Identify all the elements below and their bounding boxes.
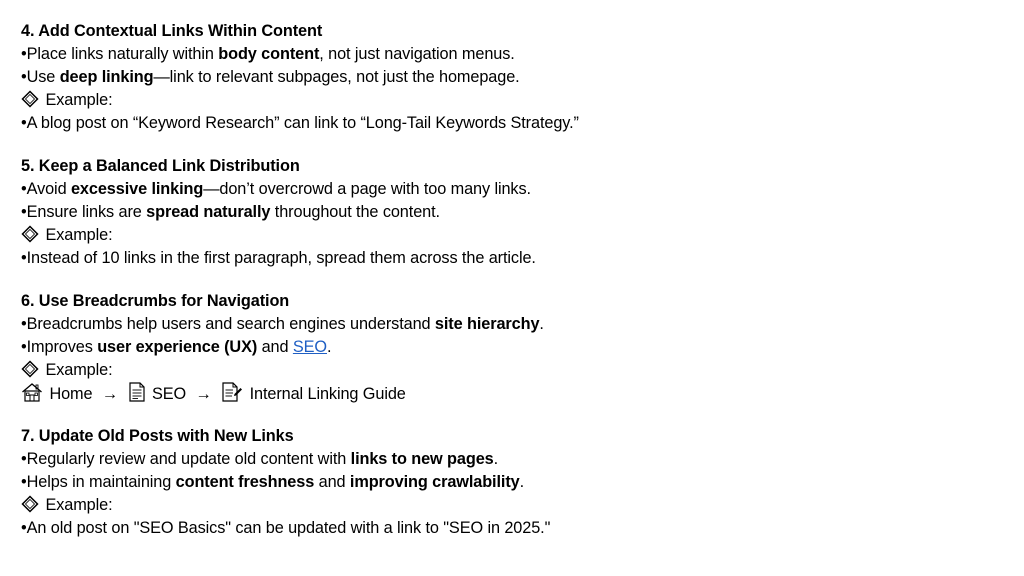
diamond-icon — [21, 90, 39, 108]
bullet-item: •Ensure links are spread naturally throughout the content. — [21, 203, 440, 221]
section-heading: 7. Update Old Posts with New Links — [21, 427, 294, 445]
example-text: •An old post on "SEO Basics" can be updated with a link to "SEO in 2025." — [21, 519, 551, 537]
house-icon — [21, 382, 43, 402]
bullet-item: •Use deep linking—link to relevant subpages, not just the homepage. — [21, 68, 520, 86]
section-balanced-distribution — [21, 155, 1001, 270]
bullet-item: •Place links naturally within body content, not just navigation menus. — [21, 45, 515, 63]
example-text: •A blog post on “Keyword Research” can link to “Long-Tail Keywords Strategy.” — [21, 114, 579, 132]
breadcrumb-item-guide[interactable]: Internal Linking Guide — [249, 385, 406, 403]
diamond-icon — [21, 495, 39, 513]
example-label: Example: — [45, 226, 113, 244]
example-label-row — [21, 359, 1001, 382]
diamond-icon — [21, 225, 39, 243]
bullet-item: •Regularly review and update old content with links to new pages. — [21, 450, 499, 468]
example-text: •Instead of 10 links in the first paragraph, spread them across the article. — [21, 249, 536, 267]
section-breadcrumbs — [21, 290, 1001, 405]
breadcrumb-separator: → — [101, 385, 119, 403]
seo-link[interactable]: SEO — [292, 338, 327, 356]
section-heading: 5. Keep a Balanced Link Distribution — [21, 157, 300, 175]
example-label-row — [21, 89, 1001, 112]
bullet-item: •Helps in maintaining content freshness and improving crawlability. — [21, 473, 525, 491]
breadcrumb-item-seo[interactable]: SEO — [151, 385, 187, 403]
section-heading: 4. Add Contextual Links Within Content — [21, 22, 323, 40]
example-label: Example: — [45, 361, 113, 379]
bullet-item: •Breadcrumbs help users and search engines understand site hierarchy. — [21, 315, 544, 333]
example-label-row — [21, 224, 1001, 247]
breadcrumb-item-home[interactable]: Home — [49, 385, 93, 403]
bullet-item: •Improves user experience (UX) and SEO. — [21, 338, 332, 356]
example-label: Example: — [45, 496, 113, 514]
section-contextual-links — [21, 20, 1001, 135]
section-heading: 6. Use Breadcrumbs for Navigation — [21, 292, 290, 310]
breadcrumb-separator: → — [195, 385, 212, 403]
diamond-icon — [21, 360, 39, 378]
breadcrumb — [21, 382, 1001, 405]
section-update-old-posts — [21, 425, 1001, 540]
example-label-row — [21, 494, 1001, 517]
page-icon — [128, 382, 146, 402]
bullet-item: •Avoid excessive linking—don’t overcrowd a page with too many links. — [21, 180, 531, 198]
example-label: Example: — [45, 91, 113, 109]
memo-icon — [221, 382, 243, 402]
